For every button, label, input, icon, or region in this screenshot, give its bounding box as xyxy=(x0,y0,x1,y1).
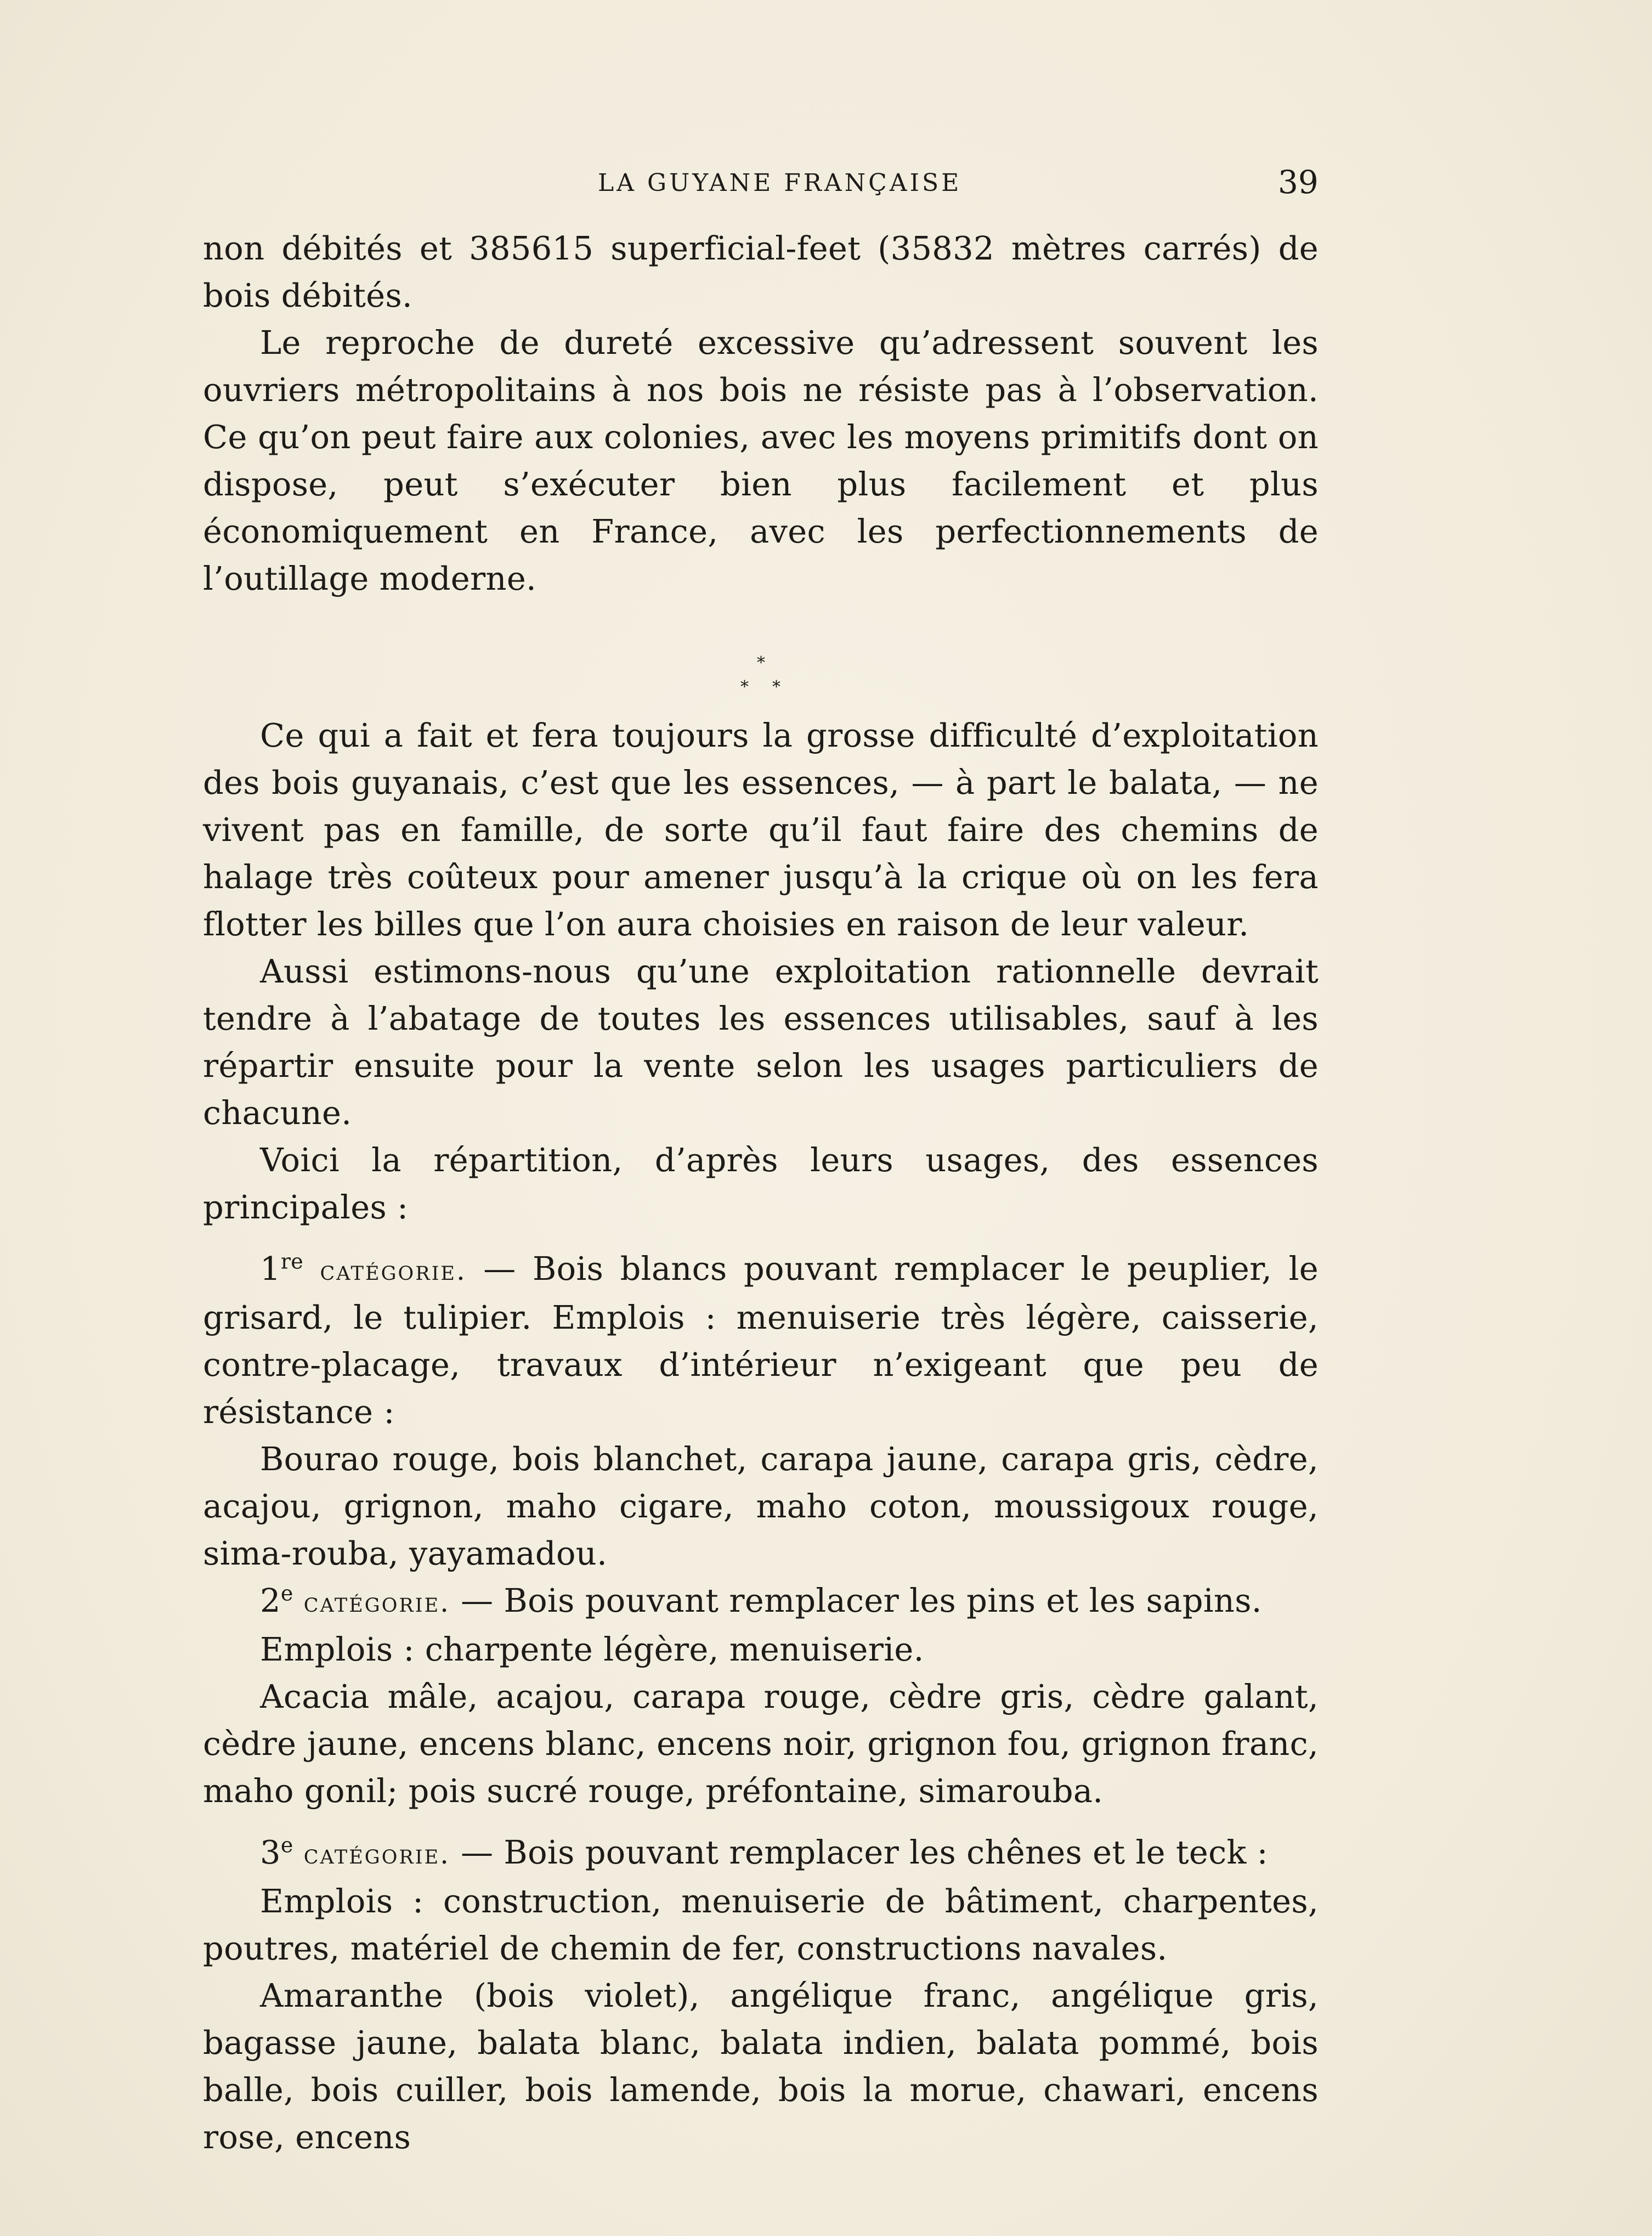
category-3-species: Amaranthe (bois violet), angélique franc, angélique gris, bagasse jaune, balata blanc, balata indien, balata pommé, bois balle, bois cuiller, bois lamende, bois la morue, chawari, encens rose, encens xyxy=(203,1977,1319,2156)
running-title: LA GUYANE FRANÇAISE xyxy=(598,169,962,197)
category-3-uses: Emplois : construction, menuiserie de bâtiment, charpentes, poutres, matériel de chemin de fer, constructions navales. xyxy=(203,1882,1319,1967)
category-1-label: catégorie. xyxy=(320,1255,467,1286)
category-1-heading xyxy=(203,1245,1319,1436)
paragraph-repartition: Voici la répartition, d’après leurs usages, des essences principales : xyxy=(203,1141,1319,1226)
asterism-star-right: * xyxy=(772,677,781,697)
category-2-number: 2 xyxy=(260,1582,281,1619)
section-break-asterism xyxy=(203,602,1319,712)
category-2-description: — Bois pouvant remplacer les pins et les sapins. xyxy=(450,1582,1262,1619)
category-3-number: 3 xyxy=(260,1833,281,1871)
category-2-heading xyxy=(203,1577,1319,1626)
category-2-species: Acacia mâle, acajou, carapa rouge, cèdre gris, cèdre galant, cèdre jaune, encens blanc, encens noir, grignon fou, grignon franc, maho gonil; pois sucré rouge, préfontaine, simarouba. xyxy=(203,1678,1319,1810)
paragraph-hardness: Le reproche de dureté excessive qu’adressent souvent les ouvriers métropolitains à nos bois ne résiste pas à l’observation. Ce qu’on peut faire aux colonies, avec les moyens primitifs dont on dispose, peut s’exécuter bien plus facilement et plus économiquement en France, avec les perfectionnements de l’outillage moderne. xyxy=(203,324,1319,597)
category-1-number: 1 xyxy=(260,1250,281,1288)
category-2-uses: Emplois : charpente légère, menuiserie. xyxy=(260,1630,924,1668)
category-3-heading xyxy=(203,1829,1319,1878)
paragraph-continuation: non débités et 385615 superficial-feet (35832 mètres carrés) de bois débités. xyxy=(203,229,1319,314)
asterism-star-top: * xyxy=(757,653,766,673)
category-1-species: Bourao rouge, bois blanchet, carapa jaune, carapa gris, cèdre, acajou, grignon, maho cigare, maho coton, moussigoux rouge, sima-rouba, yayamadou. xyxy=(203,1440,1319,1572)
body-text xyxy=(203,225,1319,2161)
category-1-description: — Bois blancs pouvant remplacer le peuplier, le grisard, le tulipier. Emplois : menuiserie très légère, caisserie, contre-placage, travaux d’intérieur n’exigeant que peu de résistance : xyxy=(203,1250,1319,1431)
paragraph-exploitation: Ce qui a fait et fera toujours la grosse difficulté d’exploitation des bois guyanais, c’est que les essences, — à part le balata, — ne vivent pas en famille, de sorte qu’il faut faire des chemins de halage très coûteux pour amener jusqu’à la crique où on les fera flotter les billes que l’on aura choisies en raison de leur valeur. xyxy=(203,716,1319,943)
paragraph-rational: Aussi estimons-nous qu’une exploitation rationnelle devrait tendre à l’abatage de toutes les essences utilisables, sauf à les répartir ensuite pour la vente selon les usages particuliers de chacune. xyxy=(203,952,1319,1132)
category-1-ordinal: re xyxy=(280,1249,304,1274)
asterism-star-left: * xyxy=(740,677,749,697)
category-3-ordinal: e xyxy=(280,1833,293,1857)
category-3-label: catégorie. xyxy=(303,1838,451,1870)
category-2-label: catégorie. xyxy=(303,1586,451,1618)
category-2-ordinal: e xyxy=(280,1581,293,1606)
category-3-description: — Bois pouvant remplacer les chênes et le teck : xyxy=(450,1833,1268,1871)
page-number: 39 xyxy=(1278,163,1319,201)
running-head xyxy=(0,163,1652,202)
